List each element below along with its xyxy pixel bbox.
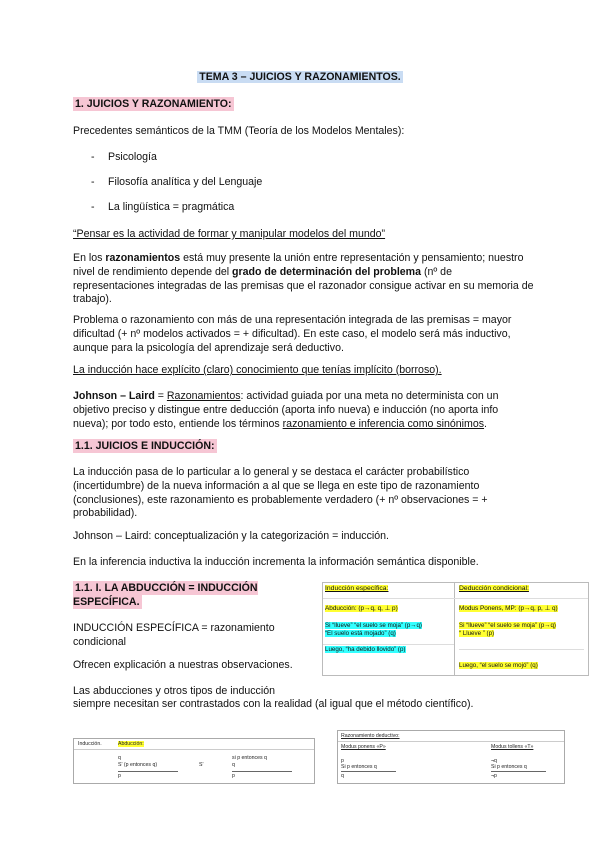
section-1-1-1-heading: 1.1. I. LA ABDUCCIÓN = INDUCCIÓN ESPECÍFICA. [73, 582, 258, 608]
paragraph-problema: Problema o razonamiento con más de una representación integrada de las premisas = mayor dificultad (+ nº modelos activados = + dificultad). En este caso, el modelo será más inductivo, aunque para la psicología del aprendizaje será deductivo. [73, 314, 512, 354]
modus-ponens-conclusion: Luego, “el suelo se mojó” (q) [459, 662, 538, 669]
list-bullet: - [91, 151, 95, 163]
paragraph-contraste: siempre necesitan ser contrastados con la realidad (al igual que el método científico). [73, 698, 474, 710]
modus-ponens-formula: Modus Ponens, MP: (p→q, p, ⊥ q) [459, 605, 558, 612]
table-divider [454, 583, 455, 675]
quote: “Pensar es la actividad de formar y manipular modelos del mundo” [73, 228, 386, 240]
paragraph-inferencia: En la inferencia inductiva la inducción incrementa la información semántica disponible. [73, 556, 479, 568]
paragraph-especifica: INDUCCIÓN ESPECÍFICA = razonamiento condicional [73, 622, 275, 648]
table-header-left: Inducción específica: [325, 585, 389, 592]
table-header-right: Deducción condicional: [459, 585, 529, 592]
list-bullet: - [91, 201, 95, 213]
induccion-table: Inducción. Abducción: q S' (p entonces q) S' si p entonces q q p p [73, 738, 315, 784]
list-bullet: - [91, 176, 95, 188]
paragraph-johnson-laird: Johnson – Laird = Razonamientos: actividad guiada por una meta no determinista con un objetivo preciso y distingue entre deducción (aporta info nueva) e inducción (no aporta info nueva); por todo esto, entiende los términos razonamiento e inferencia como sinónimos. [73, 390, 499, 430]
abduccion-premises: Si “llueve” “el suelo se moja” (p→q) “El suelo está mojado” (q) [325, 622, 422, 638]
page-title: TEMA 3 – JUICIOS Y RAZONAMIENTOS. [199, 71, 401, 83]
section-1-heading: 1. JUICIOS Y RAZONAMIENTO: [75, 98, 232, 110]
list-item: Filosofía analítica y del Lenguaje [108, 176, 263, 188]
paragraph-induccion: La inducción hace explícito (claro) conocimiento que tenías implícito (borroso). [73, 364, 442, 376]
paragraph-razonamientos: En los razonamientos está muy presente la unión entre representación y pensamiento; nuestro nivel de rendimiento depende del grado de determinación del problema (nº de representaciones integradas de las premisas que el razonador consigue activar en su memoria de trabajo). [73, 252, 534, 306]
paragraph-explicacion: Ofrecen explicación a nuestras observaciones. [73, 659, 293, 671]
section-1-intro: Precedentes semánticos de la TMM (Teoría de los Modelos Mentales): [73, 125, 405, 137]
list-item: Psicología [108, 151, 157, 163]
paragraph-abducciones: Las abducciones y otros tipos de inducción [73, 685, 275, 697]
list-item: La lingüística = pragmática [108, 201, 235, 213]
comparison-table [322, 582, 589, 676]
abduccion-formula: Abducción: (p→q, q, ⊥ p) [325, 605, 398, 612]
modus-ponens-premises: Si “llueve” “el suelo se moja” (p→q) “ Llueve ” (p) [459, 622, 556, 638]
deductivo-table: Razonamiento deductivo: Modus ponens «P» Modus tollens «T» p Si p entonces q ¬q Si p entonces q q ¬p [337, 730, 565, 784]
paragraph-conceptualizacion: Johnson – Laird: conceptualización y la categorización = inducción. [73, 530, 389, 542]
abduccion-conclusion: Luego, “ha debido llovido” (p) [325, 646, 406, 653]
section-1-1-heading: 1.1. JUICIOS E INDUCCIÓN: [75, 440, 215, 452]
paragraph-induccion-general: La inducción pasa de lo particular a lo general y se destaca el carácter probabilístico (incertidumbre) de la nueva información a al que se llega en este tipo de razonamiento (conclusiones), este razonamiento es probablemente verdadero (+ nº observaciones = + probabilidad). [73, 466, 488, 520]
